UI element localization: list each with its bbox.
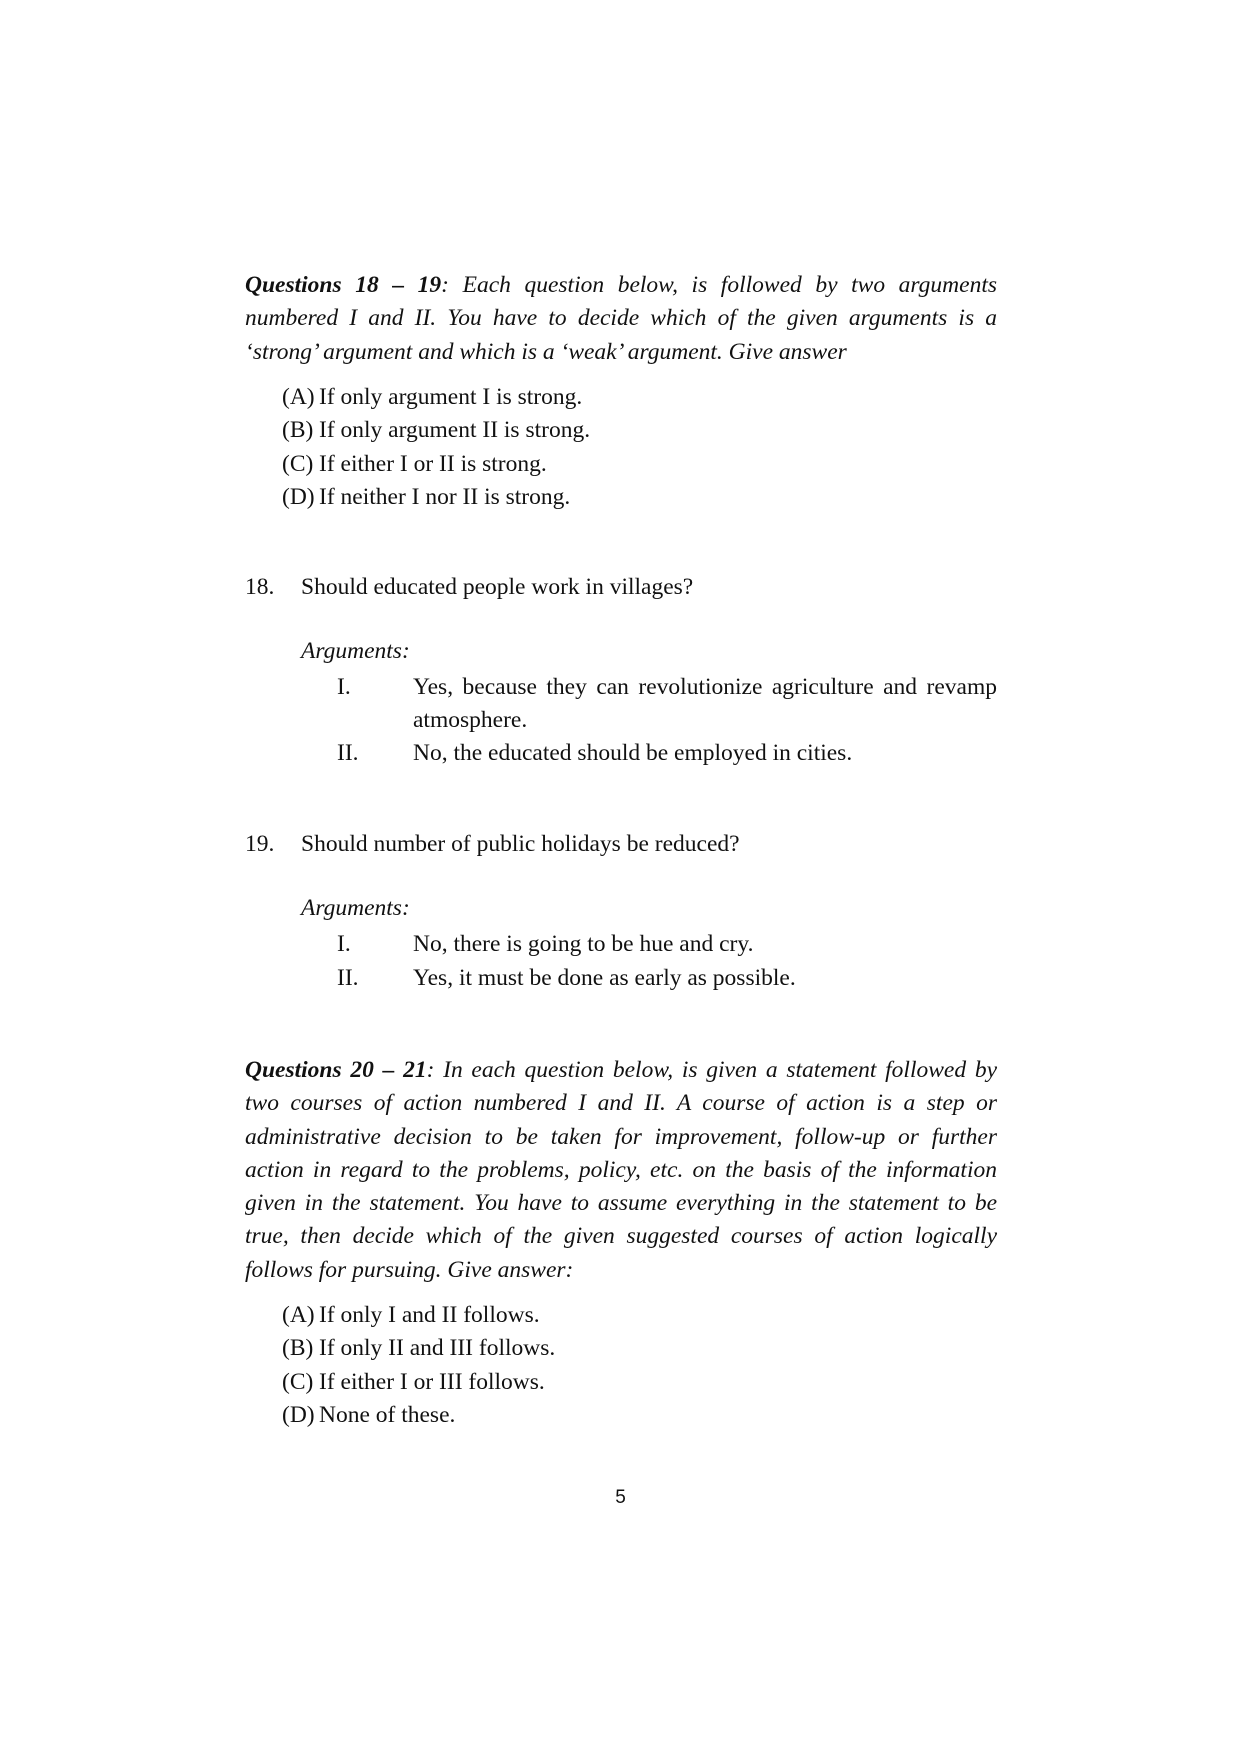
question-number: 18. xyxy=(245,574,275,600)
argument-text: No, there is going to be hue and cry. xyxy=(413,931,754,957)
section-2-options xyxy=(282,1299,555,1432)
option-key: (A) xyxy=(282,1302,315,1328)
section-1-options xyxy=(282,381,590,514)
section-2-intro xyxy=(245,1054,997,1287)
option-text: If only II and III follows. xyxy=(319,1335,556,1362)
q19-argument-2 xyxy=(337,962,997,995)
option-a xyxy=(282,381,590,414)
option-key: (C) xyxy=(282,1368,314,1395)
q19-arguments-label: Arguments: xyxy=(301,895,410,921)
option-b xyxy=(282,1332,555,1365)
page-number: 5 xyxy=(615,1487,626,1508)
argument-text: Yes, because they can revolutionize agriculture and revamp atmosphere. xyxy=(413,674,997,734)
option-key: (B) xyxy=(282,1335,314,1362)
section-2-instruction-text: : In each question below, is given a statement followed by two courses of action numbered I and II. A course of action is a step or administrative decision to be taken for improvement, follow-up or further action in regard to the problems, policy, etc. on the basis of the information given in the statement. You have to assume everything in the statement to be true, then decide which of the given suggested courses of action logically follows for pursuing. Give answer: xyxy=(245,1057,997,1283)
argument-number: I. xyxy=(337,674,351,700)
option-text: If only argument II is strong. xyxy=(319,417,591,444)
option-text: If either I or II is strong. xyxy=(319,450,547,477)
option-d xyxy=(282,1399,555,1432)
question-text: Should number of public holidays be reduced? xyxy=(301,831,740,857)
option-c xyxy=(282,448,590,481)
option-text: If neither I nor II is strong. xyxy=(319,483,571,510)
option-d xyxy=(282,481,590,514)
option-a xyxy=(282,1299,555,1332)
option-c xyxy=(282,1366,555,1399)
section-2-instruction xyxy=(245,1054,997,1287)
argument-number: I. xyxy=(337,931,351,957)
option-key: (A) xyxy=(282,384,315,410)
question-text: Should educated people work in villages? xyxy=(301,574,694,600)
option-text: If either I or III follows. xyxy=(319,1368,545,1395)
section-1-heading: Questions 18 – 19 xyxy=(245,272,442,298)
option-b xyxy=(282,414,590,447)
argument-text: Yes, it must be done as early as possible. xyxy=(413,965,796,991)
question-19 xyxy=(245,828,997,861)
option-key: (B) xyxy=(282,417,314,444)
q18-argument-1 xyxy=(337,671,997,738)
option-key: (D) xyxy=(282,1401,315,1428)
question-number: 19. xyxy=(245,831,275,857)
argument-number: II. xyxy=(337,965,359,991)
q18-arguments-label: Arguments: xyxy=(301,638,410,664)
argument-text: No, the educated should be employed in cities. xyxy=(413,740,853,766)
option-key: (D) xyxy=(282,483,315,510)
q18-argument-2 xyxy=(337,737,997,770)
argument-number: II. xyxy=(337,740,359,766)
section-1-instruction-text: : Each question below, is followed by two arguments numbered I and II. You have to decide which of the given arguments is a ‘strong’ argument and which is a ‘weak’ argument. Give answer xyxy=(245,272,998,365)
section-1-instruction xyxy=(245,269,997,369)
q19-argument-1 xyxy=(337,928,997,961)
option-text: None of these. xyxy=(319,1401,456,1428)
option-text: If only argument I is strong. xyxy=(319,384,583,410)
section-1-intro xyxy=(245,269,997,369)
option-text: If only I and II follows. xyxy=(319,1302,540,1328)
question-18 xyxy=(245,571,997,604)
option-key: (C) xyxy=(282,450,314,477)
section-2-heading: Questions 20 – 21 xyxy=(245,1057,427,1083)
